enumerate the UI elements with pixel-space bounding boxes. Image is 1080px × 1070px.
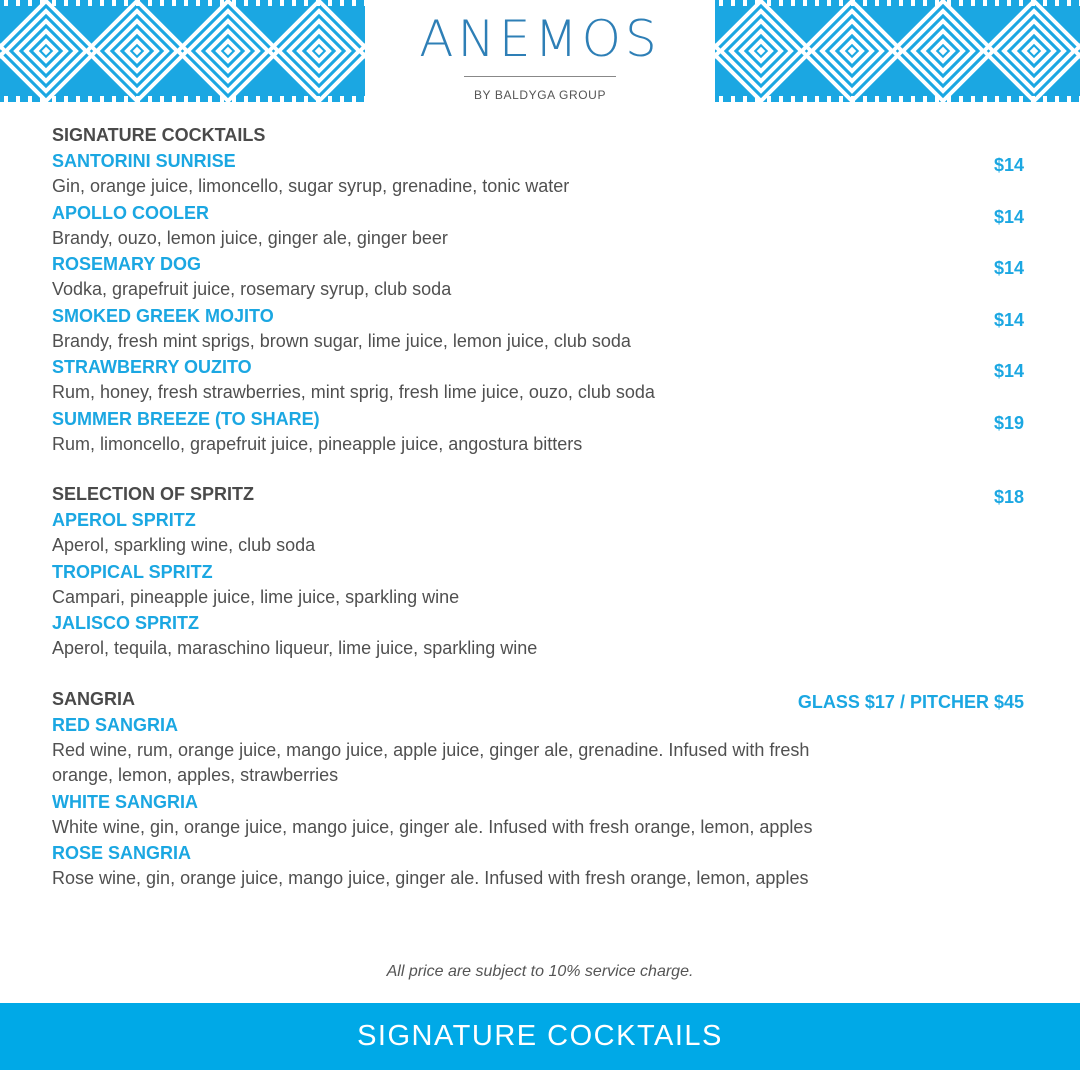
item-name: TROPICAL SPRITZ [52, 561, 213, 582]
item-description: Brandy, fresh mint sprigs, brown sugar, lime juice, lemon juice, club soda [52, 330, 631, 351]
section-spritz [52, 482, 1024, 662]
section-header [52, 123, 1024, 148]
menu-item [52, 406, 1024, 458]
menu-item [52, 354, 1024, 406]
item-description: Rose wine, gin, orange juice, mango juice, ginger ale. Infused with fresh orange, lemon, apples [52, 868, 809, 888]
item-description: Brandy, ouzo, lemon juice, ginger ale, ginger beer [52, 227, 448, 248]
footer-banner [0, 1003, 1080, 1070]
item-price: $14 [993, 361, 1024, 381]
menu-item [52, 507, 1024, 559]
item-name: SUMMER BREEZE (TO SHARE) [52, 408, 320, 429]
item-description: Red wine, rum, orange juice, mango juice, apple juice, ginger ale, grenadine. Infused with fresh orange, lemon, apples, strawberries [52, 739, 810, 785]
menu-item [52, 303, 1024, 355]
anemos-logo [380, 8, 700, 66]
item-description: Vodka, grapefruit juice, rosemary syrup, club soda [52, 279, 452, 299]
brand-name: ANEMOS [419, 10, 661, 66]
menu-item [52, 789, 1024, 841]
item-price: $14 [993, 309, 1024, 330]
item-name: WHITE SANGRIA [52, 791, 198, 812]
section-signature-cocktails [52, 123, 1024, 457]
section-title: SANGRIA [52, 688, 136, 709]
item-price: $14 [993, 206, 1024, 227]
item-description: Aperol, tequila, maraschino liqueur, lime juice, sparkling wine [52, 638, 538, 658]
brand-subtitle: BY BALDYGA GROUP [473, 88, 607, 102]
item-description: Campari, pineapple juice, lime juice, sparkling wine [52, 586, 460, 607]
item-name: APOLLO COOLER [52, 202, 209, 223]
item-name: STRAWBERRY OUZITO [52, 357, 252, 377]
logo-divider [464, 76, 616, 77]
menu-item [52, 559, 1024, 611]
menu-item [52, 251, 1024, 303]
greek-pattern-left [0, 0, 365, 102]
item-price: $14 [993, 258, 1024, 278]
item-name: RED SANGRIA [52, 714, 179, 735]
item-name: JALISCO SPRITZ [52, 613, 200, 633]
section-header [52, 482, 1024, 507]
item-name: SMOKED GREEK MOJITO [52, 305, 274, 326]
item-description: White wine, gin, orange juice, mango juice, ginger ale. Infused with fresh orange, lemon, apples [52, 816, 813, 837]
menu-item [52, 148, 1024, 200]
menu-item [52, 840, 1024, 892]
menu-body [52, 123, 1024, 917]
item-description: Gin, orange juice, limoncello, sugar syrup, grenadine, tonic water [52, 176, 570, 196]
menu-item [52, 200, 1024, 252]
section-price: $18 [993, 487, 1024, 507]
section-title: SIGNATURE COCKTAILS [52, 125, 266, 145]
banner-title: SIGNATURE COCKTAILS [357, 1020, 723, 1052]
menu-item [52, 610, 1024, 662]
menu-item [52, 712, 1024, 789]
section-title: SELECTION OF SPRITZ [52, 484, 255, 504]
item-name: ROSEMARY DOG [52, 254, 202, 274]
item-description: Rum, honey, fresh strawberries, mint sprig, fresh lime juice, ouzo, club soda [52, 382, 655, 402]
item-price: $19 [993, 412, 1024, 433]
item-price: $14 [993, 155, 1024, 175]
item-description: Aperol, sparkling wine, club soda [52, 535, 316, 555]
item-name: ROSE SANGRIA [52, 843, 192, 863]
item-name: SANTORINI SUNRISE [52, 151, 236, 171]
service-charge-note: All price are subject to 10% service charge. [386, 963, 694, 980]
section-sangria [52, 687, 1024, 892]
item-description: Rum, limoncello, grapefruit juice, pineapple juice, angostura bitters [52, 433, 583, 454]
section-price: GLASS $17 / PITCHER $45 [797, 691, 1024, 712]
item-name: APEROL SPRITZ [52, 510, 196, 530]
section-header [52, 687, 1024, 712]
greek-pattern-right [715, 0, 1080, 102]
